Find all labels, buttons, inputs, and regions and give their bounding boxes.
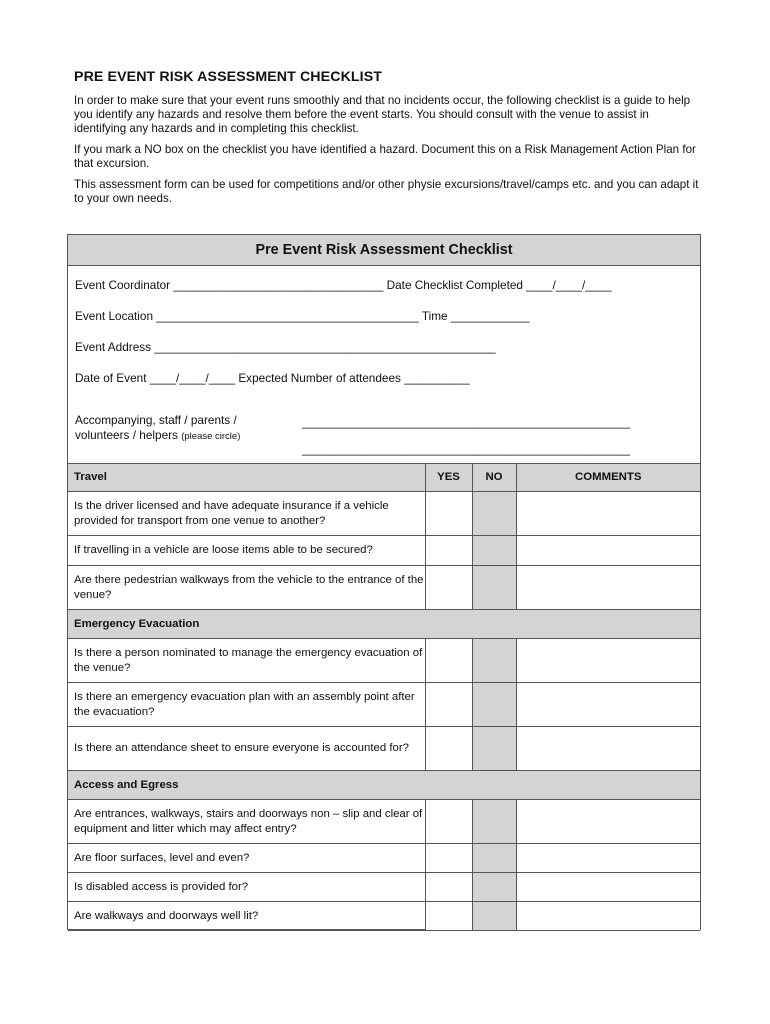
no-checkbox[interactable] bbox=[472, 873, 516, 902]
accompanying-label-line1: Accompanying, staff / parents / bbox=[75, 413, 237, 427]
yes-checkbox[interactable] bbox=[425, 639, 472, 683]
question-text: Are walkways and doorways well lit? bbox=[68, 902, 425, 931]
date-of-event-field[interactable]: Date of Event ____/____/____ Expected Number of attendees __________ bbox=[75, 371, 470, 385]
travel-heading: Travel bbox=[68, 464, 425, 492]
table-row bbox=[68, 566, 700, 610]
comments-column-header: COMMENTS bbox=[516, 464, 700, 492]
intro-paragraph: In order to make sure that your event runs smoothly and that no incidents occur, the following checklist is a guide to help you identify any hazards and resolve them before the event starts. You should consult with the venue to assist in identifying any hazards and in completing this checklist. bbox=[74, 94, 691, 136]
checklist-table bbox=[68, 463, 700, 931]
yes-checkbox[interactable] bbox=[425, 844, 472, 873]
please-circle-note: (please circle) bbox=[181, 431, 241, 442]
table-row bbox=[68, 639, 700, 683]
yes-checkbox[interactable] bbox=[425, 800, 472, 844]
no-checkbox[interactable] bbox=[472, 727, 516, 771]
table-row bbox=[68, 727, 700, 771]
accompanying-blank-line-1[interactable]: __________________________________________________ bbox=[302, 415, 631, 429]
comments-cell[interactable] bbox=[516, 873, 700, 902]
question-text: Is there an attendance sheet to ensure everyone is accounted for? bbox=[68, 727, 425, 771]
section-header-row bbox=[68, 771, 700, 800]
question-text: If travelling in a vehicle are loose items able to be secured? bbox=[68, 536, 425, 566]
travel-header-row bbox=[68, 464, 700, 492]
comments-cell[interactable] bbox=[516, 727, 700, 771]
question-text: Are entrances, walkways, stairs and doorways non – slip and clear of equipment and litter which may affect entry? bbox=[68, 800, 425, 844]
no-checkbox[interactable] bbox=[472, 492, 516, 536]
comments-cell[interactable] bbox=[516, 902, 700, 931]
document-title: PRE EVENT RISK ASSESSMENT CHECKLIST bbox=[74, 69, 383, 85]
yes-checkbox[interactable] bbox=[425, 492, 472, 536]
question-text: Are floor surfaces, level and even? bbox=[68, 844, 425, 873]
comments-cell[interactable] bbox=[516, 566, 700, 610]
question-text: Is disabled access is provided for? bbox=[68, 873, 425, 902]
yes-checkbox[interactable] bbox=[425, 566, 472, 610]
checklist-form bbox=[67, 234, 701, 930]
comments-cell[interactable] bbox=[516, 800, 700, 844]
no-checkbox[interactable] bbox=[472, 536, 516, 566]
yes-checkbox[interactable] bbox=[425, 536, 472, 566]
no-column-header: NO bbox=[472, 464, 516, 492]
accompanying-label-text: volunteers / helpers bbox=[75, 428, 178, 442]
event-coordinator-field[interactable]: Event Coordinator ________________________________ Date Checklist Completed ____/____/____ bbox=[75, 278, 612, 292]
no-checkbox[interactable] bbox=[472, 683, 516, 727]
question-text: Is there an emergency evacuation plan with an assembly point after the evacuation? bbox=[68, 683, 425, 727]
yes-checkbox[interactable] bbox=[425, 683, 472, 727]
comments-cell[interactable] bbox=[516, 639, 700, 683]
comments-cell[interactable] bbox=[516, 683, 700, 727]
question-text: Are there pedestrian walkways from the vehicle to the entrance of the venue? bbox=[68, 566, 425, 610]
no-checkbox[interactable] bbox=[472, 566, 516, 610]
comments-cell[interactable] bbox=[516, 492, 700, 536]
no-checkbox[interactable] bbox=[472, 639, 516, 683]
no-box-note: If you mark a NO box on the checklist you have identified a hazard. Document this on a Risk Management Action Plan for that excursion. bbox=[74, 143, 696, 171]
event-address-field[interactable]: Event Address ____________________________________________________ bbox=[75, 340, 496, 354]
usage-note: This assessment form can be used for competitions and/or other physie excursions/travel/camps etc. and you can adapt it to your own needs. bbox=[74, 178, 699, 206]
accompanying-blank-line-2[interactable]: __________________________________________________ bbox=[302, 442, 631, 456]
yes-checkbox[interactable] bbox=[425, 902, 472, 931]
table-row bbox=[68, 800, 700, 844]
question-text: Is there a person nominated to manage the emergency evacuation of the venue? bbox=[68, 639, 425, 683]
yes-column-header: YES bbox=[425, 464, 472, 492]
yes-checkbox[interactable] bbox=[425, 873, 472, 902]
access-egress-heading: Access and Egress bbox=[68, 771, 700, 800]
table-row bbox=[68, 536, 700, 566]
table-row bbox=[68, 902, 700, 931]
table-row bbox=[68, 873, 700, 902]
no-checkbox[interactable] bbox=[472, 844, 516, 873]
emergency-evacuation-heading: Emergency Evacuation bbox=[68, 610, 700, 639]
form-title: Pre Event Risk Assessment Checklist bbox=[68, 235, 700, 266]
no-checkbox[interactable] bbox=[472, 800, 516, 844]
table-row bbox=[68, 844, 700, 873]
section-header-row bbox=[68, 610, 700, 639]
table-row bbox=[68, 683, 700, 727]
no-checkbox[interactable] bbox=[472, 902, 516, 931]
event-location-field[interactable]: Event Location ________________________________________ Time ____________ bbox=[75, 309, 530, 323]
accompanying-label-line2 bbox=[75, 428, 240, 442]
question-text: Is the driver licensed and have adequate insurance if a vehicle provided for transport from one venue to another? bbox=[68, 492, 425, 536]
comments-cell[interactable] bbox=[516, 536, 700, 566]
comments-cell[interactable] bbox=[516, 844, 700, 873]
table-row bbox=[68, 492, 700, 536]
yes-checkbox[interactable] bbox=[425, 727, 472, 771]
